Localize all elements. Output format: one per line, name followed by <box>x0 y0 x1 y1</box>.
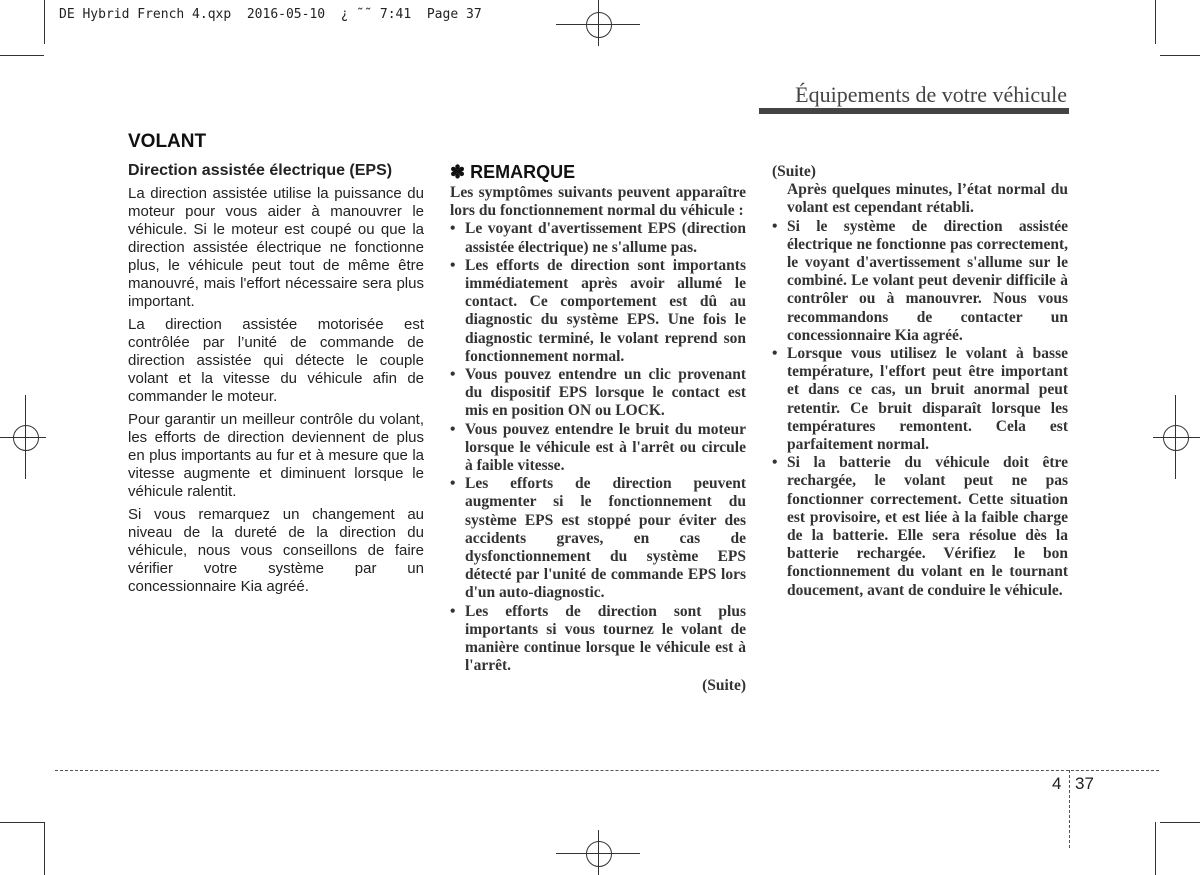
crop-mark <box>44 822 45 875</box>
remark-column <box>450 184 746 696</box>
continued-label: (Suite) <box>702 677 746 695</box>
crop-mark <box>44 0 45 44</box>
crop-mark <box>0 822 44 823</box>
remark-list <box>450 220 746 675</box>
list-item: • Si la batterie du véhicule doit être rechargée, le volant peut ne pas fonctionner correctement. Cette situation est provisoire, et est liée à la faible charge de la batterie. Elle sera résolue dès la batterie rechargée. Vérifiez le bon fonctionnement du volant en le tournant doucement, avant de conduire le véhicule. <box>772 454 1068 600</box>
paragraph: La direction assistée utilise la puissance du moteur pour vous aider à manouvrer le véhicule. Si le moteur est coupé ou que la direction assistée électrique ne fonctionne plus, le véhicule peut tout de même être manouvré, mais l'effort nécessaire sera plus important. <box>128 185 424 310</box>
registration-mark-line <box>598 830 599 875</box>
registration-mark-line <box>25 395 26 479</box>
footer-dashed-rule <box>55 770 1159 771</box>
list-item: • Vous pouvez entendre un clic provenant du dispositif EPS lorsque le contact est mis en position ON ou LOCK. <box>450 366 746 421</box>
crop-mark <box>1160 55 1200 56</box>
page-number: 37 <box>1075 774 1094 793</box>
remark-title: ✽ REMARQUE <box>450 162 576 182</box>
list-item: • Lorsque vous utilisez le volant à basse température, l'effort peut être important et dans ce cas, un bruit anormal peut retentir. Ce bruit disparaît lorsque les températures remontent. Cela est parfaitement normal. <box>772 345 1068 454</box>
subsection-title: Direction assistée électrique (EPS) <box>128 162 393 179</box>
section-title: VOLANT <box>128 131 207 152</box>
crop-mark <box>1155 0 1156 44</box>
list-item: • Les efforts de direction sont plus importants si vous tournez le volant de manière continue lorsque le véhicule est à l'arrêt. <box>450 603 746 676</box>
registration-mark-line <box>1175 395 1176 479</box>
crop-mark <box>1160 822 1200 823</box>
continued-from-label: (Suite) <box>772 163 816 180</box>
crop-mark <box>0 55 44 56</box>
paragraph: La direction assistée motorisée est contrôlée par l’unité de commande de direction assistée qui détecte le couple volant et la vitesse du véhicule afin de commander le moteur. <box>128 316 424 405</box>
registration-mark-top <box>586 12 612 38</box>
list-item: • Les efforts de direction sont importants immédiatement après avoir allumé le contact. Ce comportement est dû au diagnostic du système EPS. Une fois le diagnostic terminé, le volant reprend son fonctionnement normal. <box>450 257 746 366</box>
list-item: • Les efforts de direction peuvent augmenter si le fonctionnement du système EPS est stoppé pour éviter des accidents graves, en cas de dysfonctionnement du système EPS détecté par l'unité de commande EPS lors d'un auto-diagnostic. <box>450 475 746 602</box>
header-rule <box>759 108 1069 114</box>
main-text-column <box>128 162 424 601</box>
registration-mark-right <box>1163 425 1189 451</box>
chapter-header-title: Équipements de votre véhicule <box>795 82 1067 107</box>
paragraph: Pour garantir un meilleur contrôle du volant, les efforts de direction deviennent de plus en plus importants au fur et à mesure que la vitesse augmente et diminuent lorsque le véhicule ralentit. <box>128 411 424 500</box>
crop-mark <box>1155 822 1156 875</box>
continuation-lead: Après quelques minutes, l’état normal du volant est cependant rétabli. <box>787 181 1068 217</box>
list-item: • Le voyant d'avertissement EPS (direction assistée électrique) ne s'allume pas. <box>450 220 746 256</box>
chapter-number: 4 <box>1052 774 1062 793</box>
registration-mark-bottom <box>586 841 612 867</box>
remark-intro: Les symptômes suivants peuvent apparaître lors du fonctionnement normal du véhicule : <box>450 184 746 220</box>
list-item: • Si le système de direction assistée électrique ne fonctionne pas correctement, le voyant d'avertissement s'allume sur le combiné. Le volant peut devenir difficile à contrôler ou à manouvrer. Nous vous recommandons de contacter un concessionnaire Kia agréé. <box>772 218 1068 345</box>
continuation-column <box>772 163 1068 600</box>
registration-mark-line <box>0 437 46 438</box>
paragraph: Si vous remarquez un changement au niveau de la dureté de la direction du véhicule, nous vous conseillons de faire vérifier votre système par un concessionnaire Kia agréé. <box>128 506 424 595</box>
registration-mark-line <box>1153 437 1200 438</box>
continuation-list <box>772 218 1068 600</box>
registration-mark-left <box>13 425 39 451</box>
footer-dashed-divider <box>1069 770 1070 848</box>
print-slug: DE Hybrid French 4.qxp 2016-05-10 ¿ ˜˜ 7:41 Page 37 <box>59 7 482 22</box>
registration-mark-line <box>598 0 599 46</box>
list-item: • Vous pouvez entendre le bruit du moteur lorsque le véhicule est à l'arrêt ou circule à faible vitesse. <box>450 421 746 476</box>
